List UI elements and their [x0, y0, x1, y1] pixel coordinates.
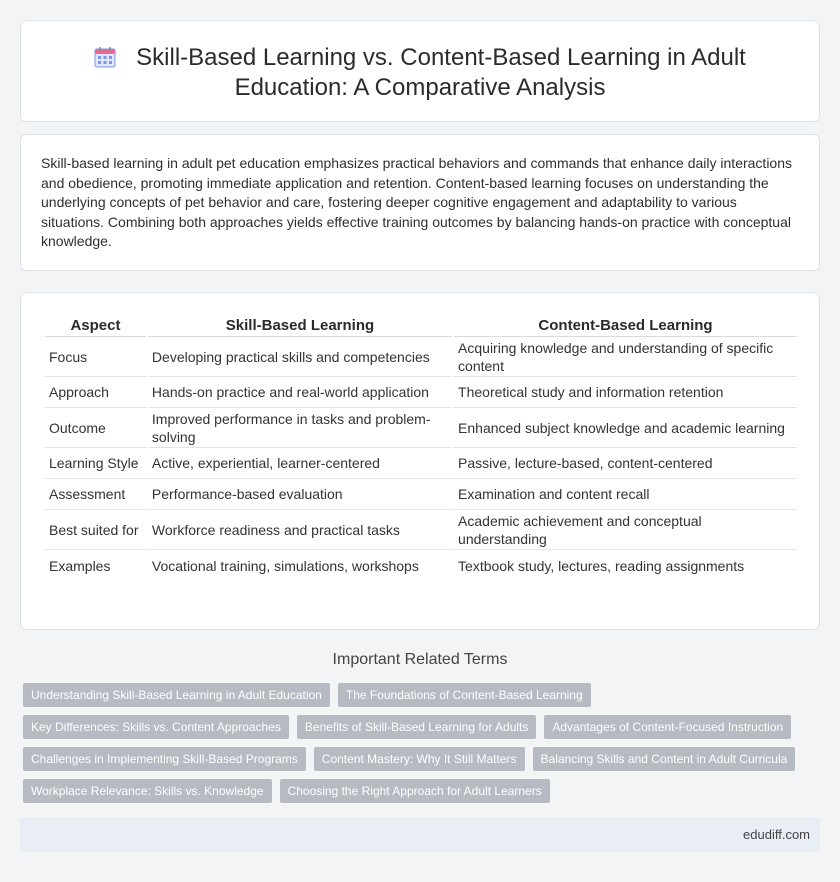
page-title-wrap — [21, 43, 819, 103]
table-row — [45, 377, 797, 408]
table-row — [45, 510, 797, 550]
row-skill: Active, experiential, learner-centered — [148, 448, 452, 479]
row-skill: Improved performance in tasks and problem-solving — [148, 408, 452, 448]
row-content: Textbook study, lectures, reading assignments — [458, 557, 745, 574]
row-aspect: Examples — [49, 557, 111, 574]
comparison-table-card — [20, 292, 820, 630]
table-header-row — [45, 315, 797, 337]
row-aspect: Best suited for — [45, 510, 146, 550]
related-terms-list — [23, 683, 813, 803]
table-row — [45, 479, 797, 510]
related-term-tag[interactable]: Advantages of Content-Focused Instruction — [544, 715, 791, 739]
row-content: Theoretical study and information retention — [454, 377, 797, 408]
row-skill: Developing practical skills and competencies — [148, 337, 452, 377]
related-term-tag[interactable]: Key Differences: Skills vs. Content Approaches — [23, 715, 289, 739]
header-skill-based: Skill-Based Learning — [148, 315, 452, 337]
related-term-tag[interactable]: Choosing the Right Approach for Adult Learners — [280, 779, 550, 803]
table-row — [45, 337, 797, 377]
row-skill: Workforce readiness and practical tasks — [148, 510, 452, 550]
calendar-icon — [94, 46, 116, 68]
table-row — [45, 448, 797, 479]
row-content: Academic achievement and conceptual understanding — [454, 510, 797, 550]
related-terms-heading: Important Related Terms — [332, 651, 508, 668]
row-skill: Performance-based evaluation — [148, 479, 452, 510]
related-term-tag[interactable]: The Foundations of Content-Based Learning — [338, 683, 591, 707]
row-aspect: Learning Style — [45, 448, 146, 479]
row-content: Enhanced subject knowledge and academic learning — [454, 408, 797, 448]
row-skill: Hands-on practice and real-world application — [148, 377, 452, 408]
comparison-table — [43, 315, 799, 581]
row-aspect: Outcome — [45, 408, 146, 448]
related-term-tag[interactable]: Balancing Skills and Content in Adult Curricula — [533, 747, 796, 771]
footer-bar — [20, 818, 820, 852]
page-title: Skill-Based Learning vs. Content-Based Learning in Adult Education: A Comparative Analysis — [136, 44, 746, 101]
row-aspect: Assessment — [45, 479, 146, 510]
row-content: Passive, lecture-based, content-centered — [454, 448, 797, 479]
table-row — [45, 408, 797, 448]
row-aspect: Focus — [45, 337, 146, 377]
row-skill: Vocational training, simulations, workshops — [151, 557, 419, 574]
related-term-tag[interactable]: Understanding Skill-Based Learning in Adult Education — [23, 683, 330, 707]
intro-paragraph: Skill-based learning in adult pet education emphasizes practical behaviors and commands that enhance daily interactions and obedience, promoting immediate application and retention. Content-based learning focuses on understanding the underlying concepts of pet behavior and care, fostering deeper cognitive engagement and adaptability to various situations. Combining both approaches yields effective training outcomes by balancing hands-on practice with conceptual knowledge. — [41, 155, 792, 250]
header-content-based: Content-Based Learning — [454, 315, 797, 337]
related-term-tag[interactable]: Challenges in Implementing Skill-Based Programs — [23, 747, 306, 771]
row-content: Examination and content recall — [454, 479, 797, 510]
table-row — [45, 550, 797, 581]
row-content: Acquiring knowledge and understanding of specific content — [454, 337, 797, 377]
title-card — [20, 20, 820, 122]
intro-card — [20, 134, 820, 271]
header-aspect: Aspect — [45, 315, 146, 337]
related-term-tag[interactable]: Benefits of Skill-Based Learning for Adults — [297, 715, 536, 739]
footer-site-link[interactable]: edudiff.com — [743, 827, 810, 842]
related-term-tag[interactable]: Workplace Relevance: Skills vs. Knowledge — [23, 779, 272, 803]
row-aspect: Approach — [45, 377, 146, 408]
related-term-tag[interactable]: Content Mastery: Why It Still Matters — [314, 747, 525, 771]
